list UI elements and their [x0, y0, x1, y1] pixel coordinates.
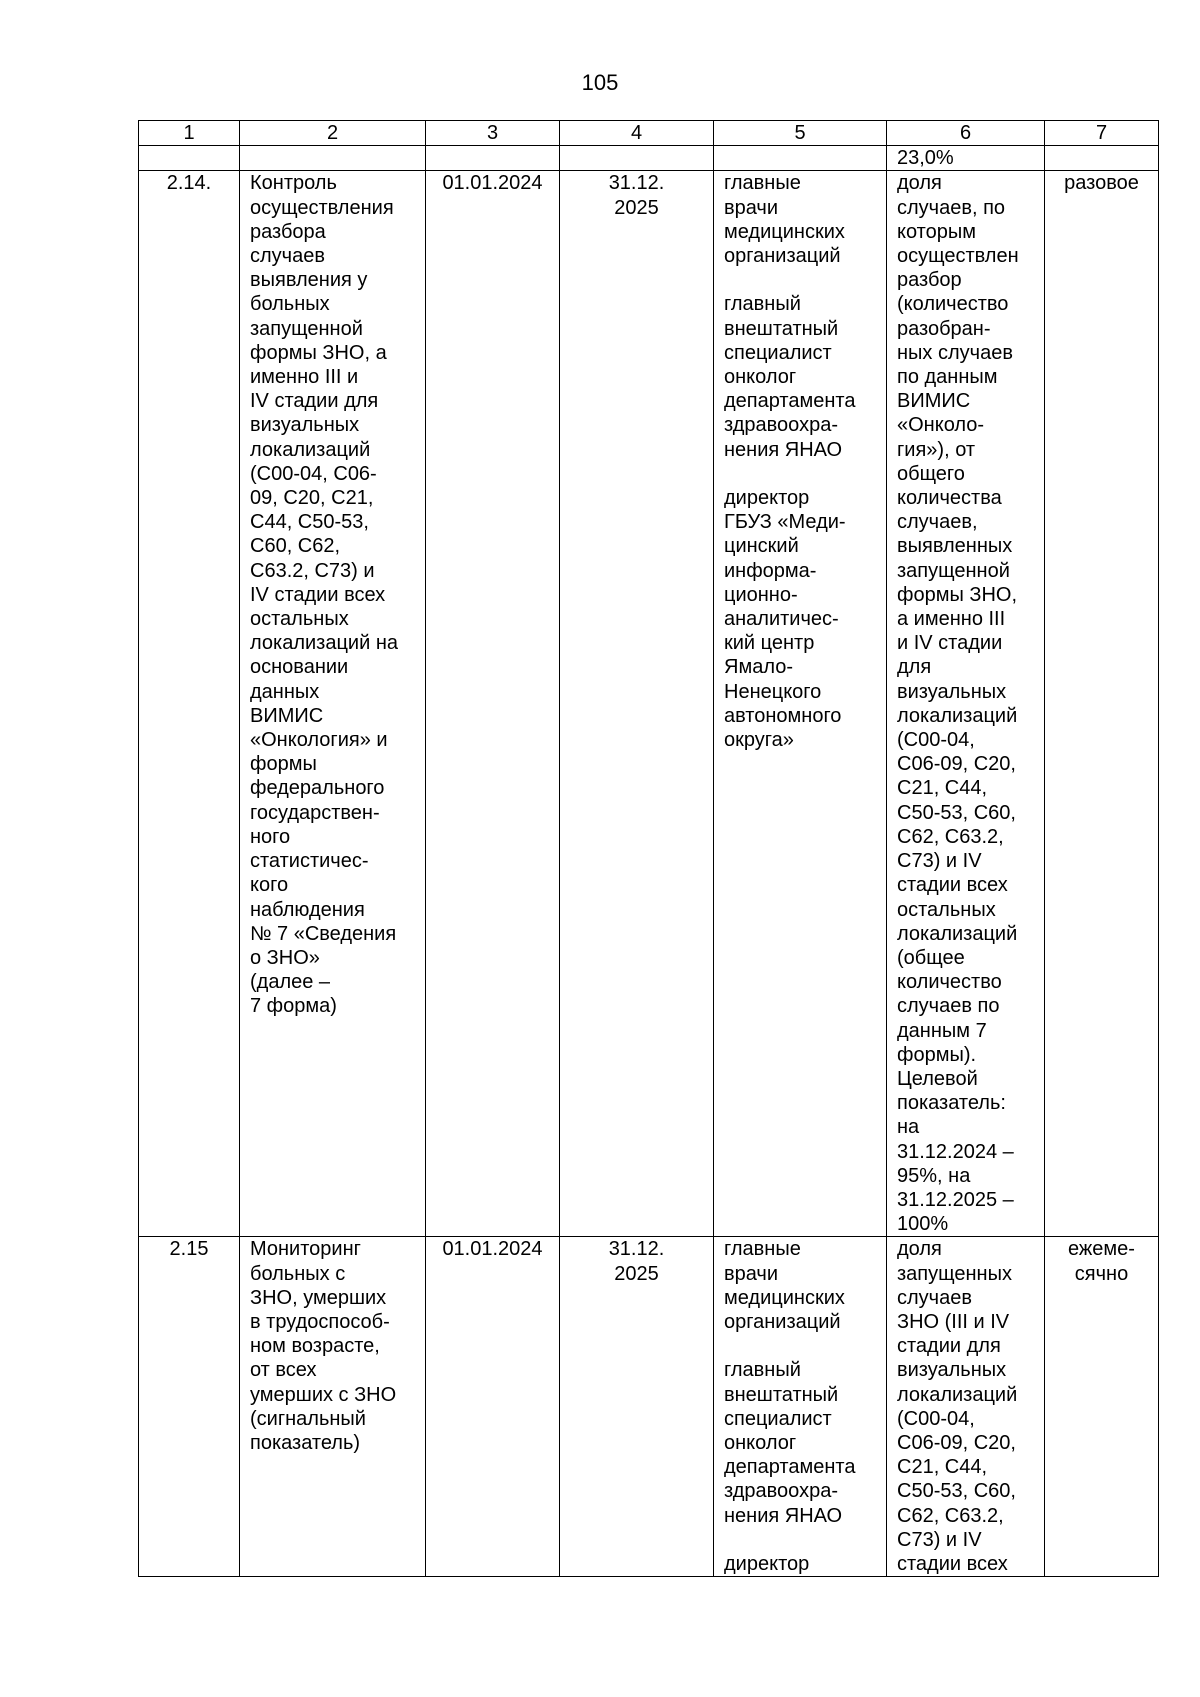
- end-date-cell: 31.12. 2025: [560, 171, 714, 1237]
- measure-cell: Мониторинг больных с ЗНО, умерших в трудоспособ- ном возрасте, от всех умерших с ЗНО (сигнальный показатель): [240, 1237, 426, 1577]
- responsible-cell: главные врачи медицинских организаций главный внештатный специалист онколог департамента здравоохра- нения ЯНАО директор: [714, 1237, 887, 1577]
- table-row-2-15: [139, 1237, 1159, 1577]
- frequency-cell: ежеме- сячно: [1045, 1237, 1159, 1577]
- measure-cell: Контроль осуществления разбора случаев выявления у больных запущенной формы ЗНО, а именно III и IV стадии для визуальных локализаций (С00-04, С06- 09, С20, С21, С44, С50-53, С60, С62, С63.2, С73) и IV стадии всех остальных локализаций на основании данных ВИМИС «Онкология» и формы федерального государствен- ного статистичес- кого наблюдения № 7 «Сведения о ЗНО» (далее – 7 форма): [240, 171, 426, 1237]
- cont-cell-2: [240, 146, 426, 171]
- start-date-cell: 01.01.2024: [426, 171, 560, 1237]
- end-date-cell: 31.12. 2025: [560, 1237, 714, 1577]
- header-col-5: 5: [714, 121, 887, 146]
- plan-table: [138, 120, 1159, 1577]
- cont-cell-4: [560, 146, 714, 171]
- cont-cell-7: [1045, 146, 1159, 171]
- header-col-7: 7: [1045, 121, 1159, 146]
- responsible-cell: главные врачи медицинских организаций главный внештатный специалист онколог департамента здравоохра- нения ЯНАО директор ГБУЗ «Меди- цинский информа- ционно- аналитичес- кий центр Ямало- Ненецкого автономного округа»: [714, 171, 887, 1237]
- header-row: [139, 121, 1159, 146]
- indicator-cell: доля запущенных случаев ЗНО (III и IV стадии для визуальных локализаций (С00-04, С06-09, С20, С21, С44, С50-53, С60, С62, С63.2, С73) и IV стадии всех: [887, 1237, 1045, 1577]
- row-number: 2.15: [139, 1237, 240, 1577]
- header-col-3: 3: [426, 121, 560, 146]
- continuation-row: [139, 146, 1159, 171]
- header-col-2: 2: [240, 121, 426, 146]
- page-number: 105: [581, 70, 619, 95]
- start-date-cell: 01.01.2024: [426, 1237, 560, 1577]
- cont-cell-3: [426, 146, 560, 171]
- frequency-cell: разовое: [1045, 171, 1159, 1237]
- cont-cell-1: [139, 146, 240, 171]
- cont-cell-5: [714, 146, 887, 171]
- row-number: 2.14.: [139, 171, 240, 1237]
- header-col-4: 4: [560, 121, 714, 146]
- table-row-2-14: [139, 171, 1159, 1237]
- cont-cell-indicator: 23,0%: [887, 146, 1045, 171]
- header-col-1: 1: [139, 121, 240, 146]
- indicator-cell: доля случаев, по которым осуществлен разбор (количество разобран- ных случаев по данным ВИМИС «Онколо- гия»), от общего количества случаев, выявленных запущенной формы ЗНО, а именно III и IV стадии для визуальных локализаций (С00-04, С06-09, С20, С21, С44, С50-53, С60, С62, С63.2, С73) и IV стадии всех остальных локализаций (общее количество случаев по данным 7 формы). Целевой показатель: на 31.12.2024 – 95%, на 31.12.2025 – 100%: [887, 171, 1045, 1237]
- header-col-6: 6: [887, 121, 1045, 146]
